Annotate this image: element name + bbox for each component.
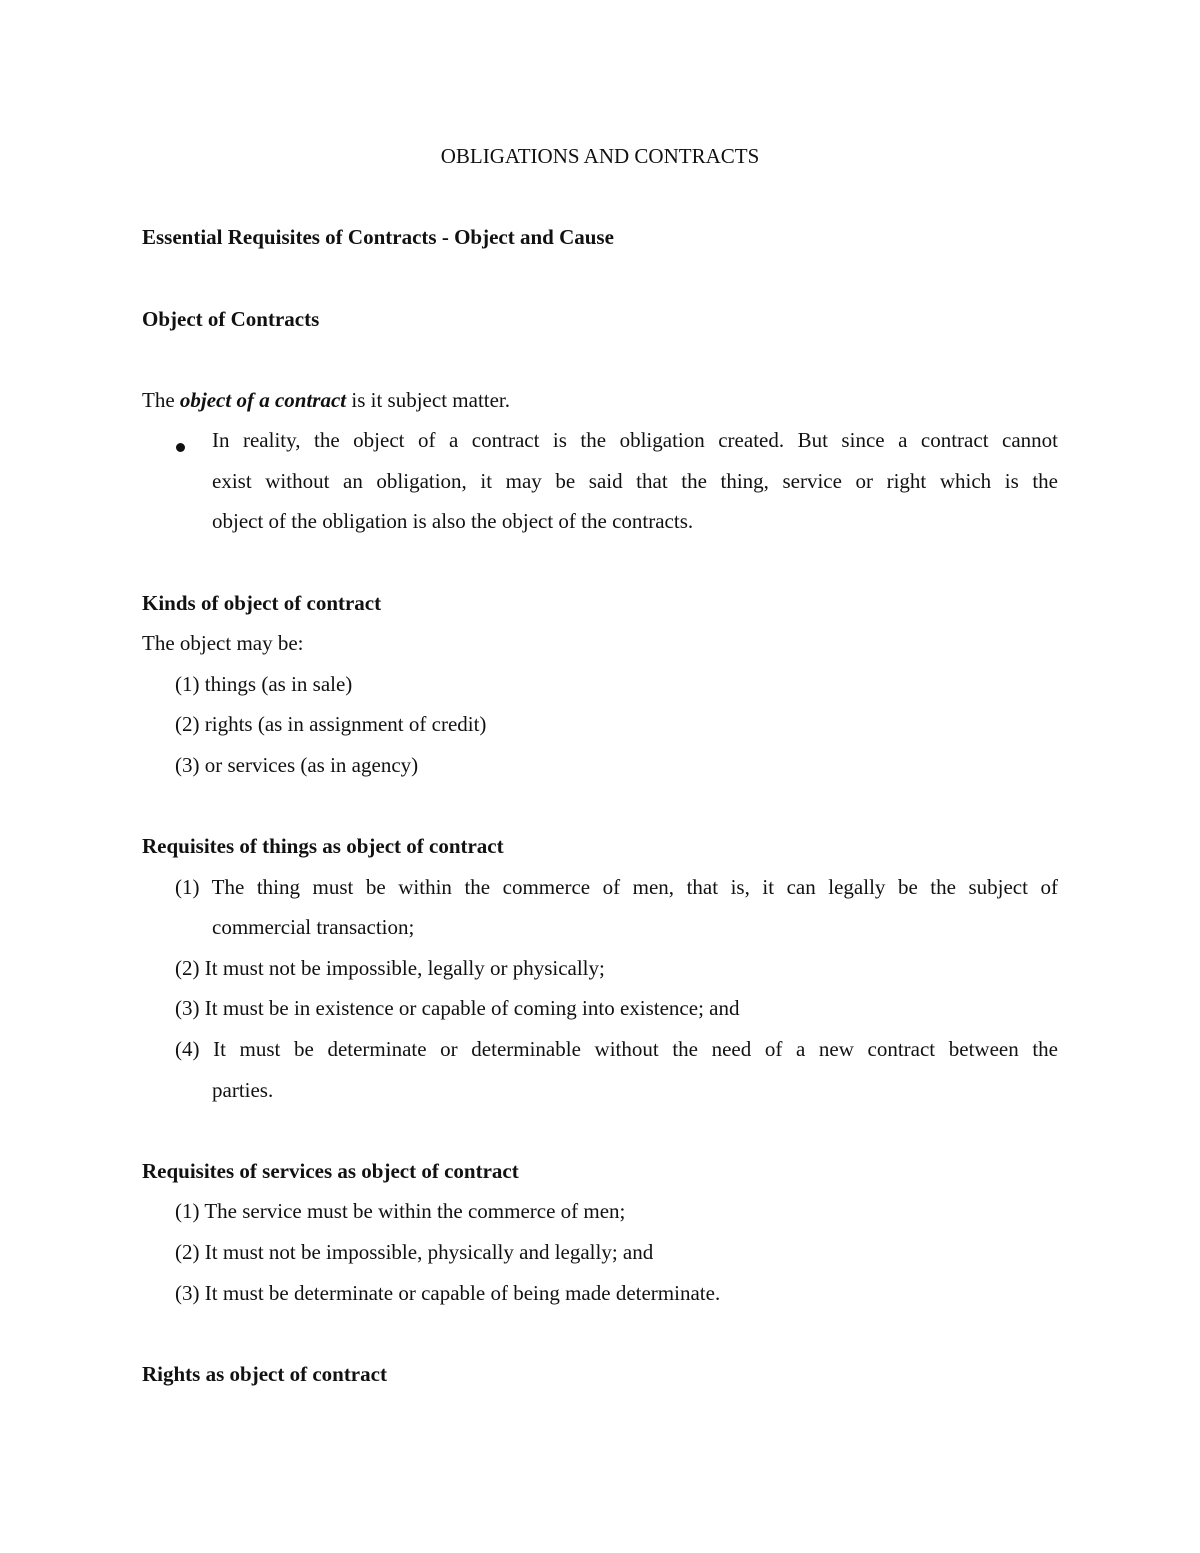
bullet-icon	[176, 443, 185, 452]
bullet-line-1: In reality, the object of a contract is the obligation created. But since a contract cannot	[212, 428, 1058, 452]
kinds-intro: The object may be:	[142, 631, 304, 655]
things-item-1-line-2: commercial transaction;	[212, 915, 415, 939]
section-heading-kinds: Kinds of object of contract	[142, 591, 382, 615]
object-intro-after: is it subject matter.	[346, 388, 511, 412]
things-item-2: (2) It must not be impossible, legally or physically;	[175, 956, 605, 980]
kinds-item-3: (3) or services (as in agency)	[175, 753, 419, 777]
things-item-4-line-1: (4) It must be determinate or determinable without the need of a new contract between the	[175, 1037, 1058, 1061]
bullet-line-2: exist without an obligation, it may be said that the thing, service or right which is the	[212, 469, 1058, 493]
services-item-2: (2) It must not be impossible, physically and legally; and	[175, 1240, 654, 1264]
main-heading: Essential Requisites of Contracts - Object and Cause	[142, 225, 614, 249]
section-heading-things: Requisites of things as object of contract	[142, 834, 504, 858]
services-item-1: (1) The service must be within the commerce of men;	[175, 1199, 626, 1223]
section-heading-rights: Rights as object of contract	[142, 1362, 387, 1386]
things-item-1-line-1: (1) The thing must be within the commerce of men, that is, it can legally be the subject of	[175, 875, 1058, 899]
section-heading-services: Requisites of services as object of contract	[142, 1159, 519, 1183]
services-item-3: (3) It must be determinate or capable of being made determinate.	[175, 1281, 721, 1305]
object-intro	[142, 386, 510, 414]
things-item-4-line-2: parties.	[212, 1078, 274, 1102]
things-item-3: (3) It must be in existence or capable of coming into existence; and	[175, 996, 740, 1020]
kinds-item-2: (2) rights (as in assignment of credit)	[175, 712, 487, 736]
kinds-item-1: (1) things (as in sale)	[175, 672, 353, 696]
object-intro-before: The	[142, 388, 180, 412]
section-heading-object: Object of Contracts	[142, 307, 320, 331]
object-intro-term: object of a contract	[179, 388, 347, 412]
document-title: OBLIGATIONS AND CONTRACTS	[440, 144, 760, 168]
bullet-line-3: object of the obligation is also the object of the contracts.	[212, 509, 694, 533]
